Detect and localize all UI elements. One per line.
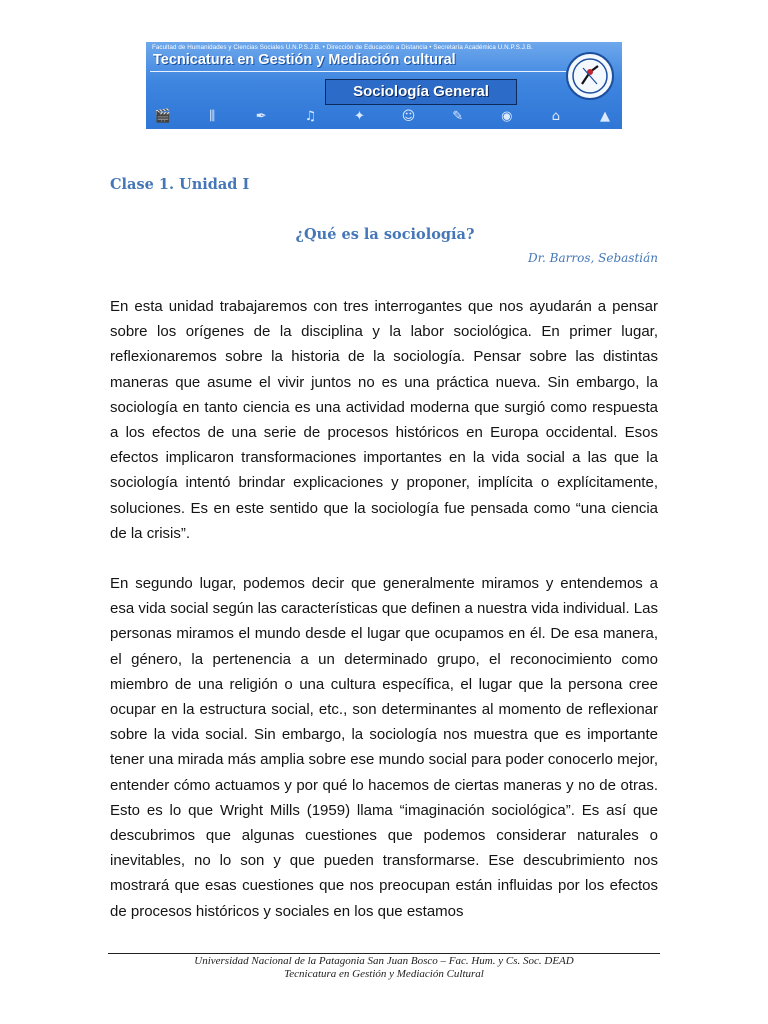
university-logo-icon bbox=[566, 52, 614, 100]
clapperboard-icon: 🎬 bbox=[154, 109, 172, 124]
banner-institution-line: Facultad de Humanidades y Ciencias Sociales U.N.P.S.J.B. • Dirección de Educación a Distancia • Secretaría Académica U.N.P.S.J.B. bbox=[152, 44, 533, 51]
museum-icon: ⌂ bbox=[551, 109, 560, 124]
page-footer bbox=[108, 955, 660, 981]
lyre-icon: ♫ bbox=[304, 109, 317, 124]
ballet-icon: ✦ bbox=[353, 109, 365, 124]
footer-line-1: Universidad Nacional de la Patagonia San Juan Bosco – Fac. Hum. y Cs. Soc. DEAD bbox=[194, 955, 574, 967]
theater-icon: ☺ bbox=[401, 109, 416, 124]
body-paragraph-2: En segundo lugar, podemos decir que generalmente miramos y entendemos a esa vida social según las características que definen a nuestra vida individual. Las personas miramos el mundo desde el lugar que ocupamos en él. De esa manera, el género, la pertenencia a un determinado grupo, el reconocimiento como miembro de una religión o una cultura específica, el lugar que la persona cree ocupar en la estructura social, etc., son determinantes al momento de reflexionar sobre la vida social. Sin embargo, la sociología nos muestra que es importante tener una mirada más amplia sobre ese mundo social para poder conocerlo mejor, entender cómo actuamos y por qué lo hacemos de ciertas maneras y no de otras. Esto es lo que Wright Mills (1959) llama “imaginación sociológica”. Es así que descubrimos que algunas cuestiones que podemos considerar naturales o inevitables, no lo son y que pueden transformarse. Ese descubrimiento nos mostrará que esas cuestiones que nos preocupan están influidas por los efectos de procesos históricos y sociales en los que estamos bbox=[110, 575, 658, 920]
document-title: ¿Qué es la sociología? bbox=[295, 226, 475, 243]
banner-program-title: Tecnicatura en Gestión y Mediación cultural bbox=[153, 52, 456, 68]
banner-icon-row bbox=[152, 108, 616, 126]
header-banner bbox=[146, 42, 622, 129]
palette-icon: ◉ bbox=[501, 109, 513, 124]
banner-divider bbox=[150, 71, 566, 72]
class-heading: Clase 1. Unidad I bbox=[110, 176, 250, 193]
body-paragraph-1: En esta unidad trabajaremos con tres interrogantes que nos ayudarán a pensar sobre los orígenes de la disciplina y la labor sociológica. En primer lugar, reflexionaremos sobre la historia de la sociología. Pensar sobre las distintas maneras que asume el vivir juntos no es una práctica nueva. Sin embargo, la sociología en tanto ciencia es una actividad moderna que surgió como respuesta a los efectos de una serie de procesos históricos en Europa occidental. Esos efectos implicaron transformaciones importantes en la vida social a las que la sociología intentó brindar explicaciones y proponer, implícita o explícitamente, soluciones. Es en este sentido que la sociología fue pensada como “una ciencia de la crisis”. bbox=[110, 298, 658, 542]
graduation-cap-icon: ▲ bbox=[599, 109, 610, 124]
banner-subject-label: Sociología General bbox=[325, 79, 517, 105]
footer-line-2: Tecnicatura en Gestión y Mediación Cultural bbox=[284, 968, 484, 980]
quill-icon: ✒ bbox=[255, 109, 267, 124]
column-icon: ⫼ bbox=[209, 109, 216, 124]
author-name: Dr. Barros, Sebastián bbox=[528, 251, 658, 265]
footer-divider bbox=[108, 953, 660, 954]
microphone-icon: ✎ bbox=[452, 109, 464, 124]
